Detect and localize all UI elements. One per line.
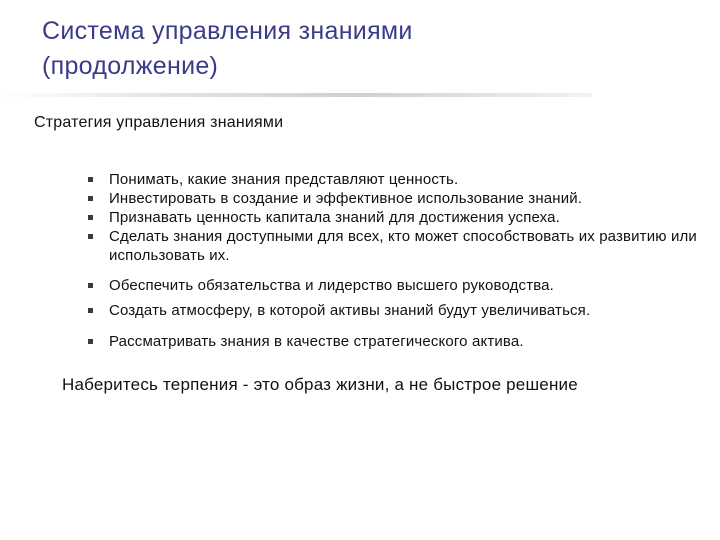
bullet-text: Инвестировать в создание и эффективное использование знаний.	[109, 190, 583, 207]
square-bullet-icon	[88, 308, 93, 313]
bullet-text: Сделать знания доступными для всех, кто может способствовать их развитию или использовать их.	[109, 228, 697, 264]
bullet-item	[88, 170, 713, 189]
square-bullet-icon	[88, 283, 93, 288]
bullet-text: Создать атмосферу, в которой активы знаний будут увеличиваться.	[109, 302, 591, 319]
title-divider	[0, 93, 592, 97]
bullet-text: Обеспечить обязательства и лидерство высшего руководства.	[109, 277, 554, 294]
bullet-text: Признавать ценность капитала знаний для достижения успеха.	[109, 209, 560, 226]
slide-title-line-2: (продолжение)	[42, 52, 219, 80]
slide-title-line-1: Система управления знаниями	[42, 17, 413, 45]
bullet-item	[88, 227, 713, 265]
square-bullet-icon	[88, 215, 93, 220]
closing-statement: Наберитесь терпения - это образ жизни, а не быстрое решение	[62, 375, 578, 394]
bullet-item	[88, 301, 713, 320]
square-bullet-icon	[88, 196, 93, 201]
slide-subtitle: Стратегия управления знаниями	[34, 114, 284, 131]
bullet-item	[88, 208, 713, 227]
bullet-item	[88, 332, 713, 351]
square-bullet-icon	[88, 234, 93, 239]
bullet-item	[88, 189, 713, 208]
square-bullet-icon	[88, 177, 93, 182]
bullet-list	[88, 170, 713, 351]
square-bullet-icon	[88, 339, 93, 344]
bullet-text: Понимать, какие знания представляют ценность.	[109, 171, 459, 188]
bullet-item	[88, 276, 713, 295]
slide-title	[42, 14, 662, 84]
bullet-text: Рассматривать знания в качестве стратегического актива.	[109, 333, 524, 350]
